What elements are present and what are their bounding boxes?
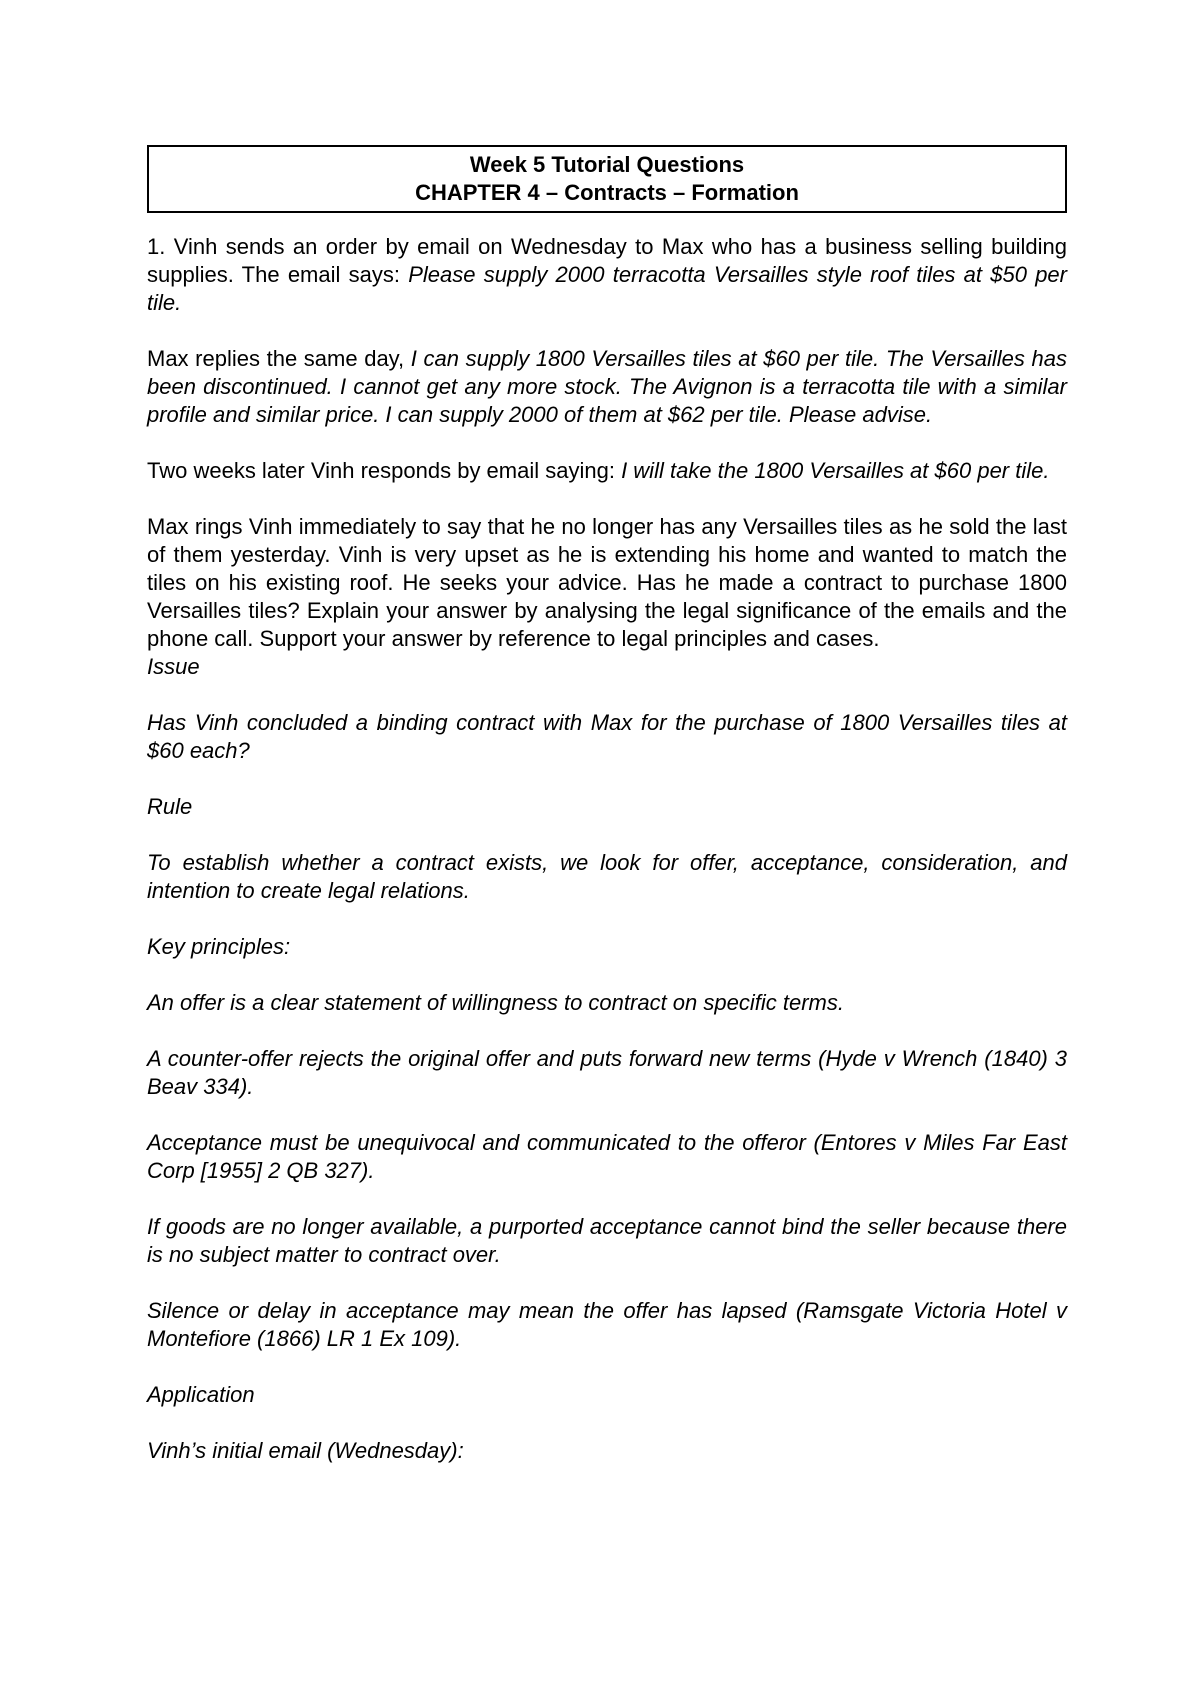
issue-text: Has Vinh concluded a binding contract with Max for the purchase of 1800 Versailles tiles at $60 each? [147,710,1067,763]
chapter-title: CHAPTER 4 – Contracts – Formation [415,180,799,205]
principle-offer: An offer is a clear statement of willingness to contract on specific terms. [147,990,844,1015]
issue-heading: Issue [147,654,200,679]
document-page [147,145,1067,1465]
max-reply-intro: Max replies the same day, [147,346,411,371]
tutorial-title: Week 5 Tutorial Questions [469,152,745,177]
key-principles-heading: Key principles: [147,934,291,959]
rule-text: To establish whether a contract exists, we look for offer, acceptance, consideration, and intention to create legal relations. [147,850,1067,903]
question-paragraph-4: Max rings Vinh immediately to say that he no longer has any Versailles tiles as he sold the last of them yesterday. Vinh is very upset as he is extending his home and wanted to match the tiles on his existing roof. He seeks your advice. Has he made a contract to purchase 1800 Versailles tiles? Explain your answer by analysing the legal significance of the emails and the phone call. Support your answer by reference to legal principles and cases. [147,514,1067,651]
document-body [147,233,1067,1465]
question-1-text: 1. Vinh sends an order by email on Wednesday to Max who has a business selling building supplies. The email says: [147,234,1067,287]
vinh-response-intro: Two weeks later Vinh responds by email saying: [147,458,622,483]
vinh-order-quote: Please supply 2000 terracotta Versailles style roof tiles at $50 per tile. [147,262,1067,315]
question-paragraph-3 [147,457,1067,485]
rule-heading: Rule [147,794,193,819]
vinh-response-quote: I will take the 1800 Versailles at $60 per tile. [621,458,1050,483]
max-reply-quote: I can supply 1800 Versailles tiles at $60 per tile. The Versailles has been discontinued. I cannot get any more stock. The Avignon is a terracotta tile with a similar profile and similar price. I can supply 2000 of them at $62 per tile. Please advise. [147,346,1067,427]
principle-availability: If goods are no longer available, a purported acceptance cannot bind the seller because there is no subject matter to contract over. [147,1214,1067,1267]
application-heading: Application [147,1382,255,1407]
question-paragraph-1 [147,233,1067,317]
principle-lapse: Silence or delay in acceptance may mean the offer has lapsed (Ramsgate Victoria Hotel v Montefiore (1866) LR 1 Ex 109). [147,1298,1067,1351]
principle-acceptance: Acceptance must be unequivocal and communicated to the offeror (Entores v Miles Far East Corp [1955] 2 QB 327). [147,1130,1067,1183]
principle-counter-offer: A counter-offer rejects the original offer and puts forward new terms (Hyde v Wrench (1840) 3 Beav 334). [147,1046,1067,1099]
question-paragraph-2 [147,345,1067,429]
title-box [147,145,1067,213]
application-subheading: Vinh’s initial email (Wednesday): [147,1438,464,1463]
